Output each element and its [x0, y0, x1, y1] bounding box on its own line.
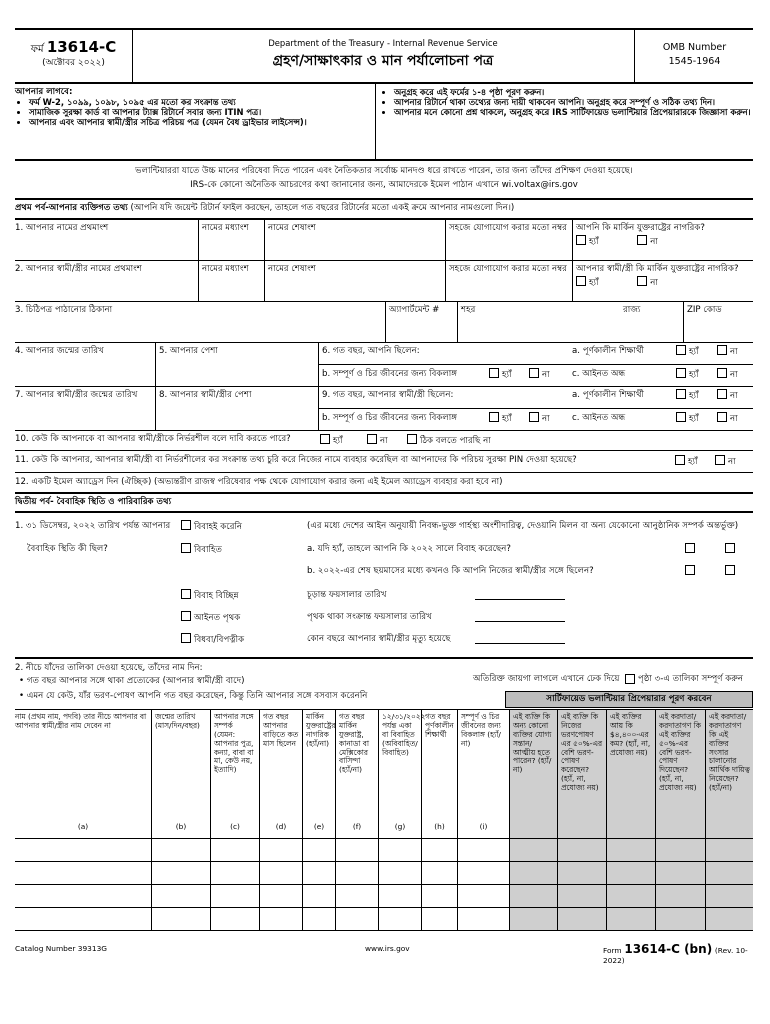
column-header — [457, 710, 509, 838]
column-header-text: গত বছর মার্কিন যুক্তরাষ্ট্র, কানাডা বা মেক্সিকোর বাসিন্দা (হ্যাঁ/না) — [339, 712, 370, 775]
last-year-status-label: 6. গত বছর, আপনি ছিলেন: — [322, 346, 420, 356]
phone-label: সহজে যোগাযোগ করার মতো নম্বর — [449, 264, 567, 274]
table-cell[interactable] — [421, 885, 457, 907]
table-cell[interactable] — [509, 908, 557, 930]
table-cell[interactable] — [655, 885, 705, 907]
table-cell[interactable] — [15, 862, 151, 884]
spouse-disabled-no-checkbox[interactable] — [529, 412, 539, 422]
column-letter: (a) — [77, 822, 89, 832]
dependent-claim-unsure-checkbox[interactable] — [407, 434, 417, 444]
spouse-citizen-no-checkbox[interactable] — [637, 276, 647, 286]
disabled-no-checkbox[interactable] — [529, 368, 539, 378]
spouse-occupation-label: 8. আপনার স্বামী/স্ত্রীর পেশা — [159, 390, 252, 400]
state-field[interactable] — [620, 302, 683, 342]
irs-website: www.irs.gov — [365, 944, 410, 953]
table-cell[interactable] — [655, 839, 705, 861]
table-row — [15, 908, 753, 931]
spouse-name-row — [15, 261, 753, 302]
no-label: না — [542, 370, 550, 380]
dependent-claim-no-checkbox[interactable] — [367, 434, 377, 444]
table-cell[interactable] — [210, 862, 259, 884]
city-field[interactable] — [457, 302, 620, 342]
marital-question-cont: বৈবাহিক স্থিতি কী ছিল? — [27, 544, 108, 554]
column-letter: (e) — [313, 822, 325, 832]
table-cell[interactable] — [606, 839, 655, 861]
column-header — [378, 710, 426, 838]
birth-date-label: 4. আপনার জন্মের তারিখ — [15, 346, 104, 356]
form-date: (অক্টোবর ২০২২) — [42, 58, 105, 68]
no-label: না — [728, 457, 736, 467]
instruction-item: • অনুগ্রহ করে এই ফর্মের ১-৪ পৃষ্ঠা পূরণ করুন। — [394, 87, 754, 97]
spouse-blind-no-checkbox[interactable] — [717, 412, 727, 422]
married-checkbox[interactable] — [181, 543, 191, 553]
no-label: না — [650, 278, 658, 289]
column-header — [210, 710, 259, 838]
column-letter: (b) — [175, 822, 187, 832]
spouse-middle-name-field[interactable] — [198, 261, 264, 301]
part1-header — [15, 200, 753, 220]
column-header-text: জন্মের তারিখ (মাস/দিন/বছর) — [155, 712, 200, 730]
column-header — [606, 710, 655, 838]
dependents-table — [15, 709, 753, 931]
column-header — [509, 710, 557, 838]
last-name-field[interactable] — [264, 220, 445, 260]
column-header-text: নাম (প্রথম নাম, পদবি) তার নীচে আপনার বা আপনার স্বামী/স্ত্রীর নাম দেবেন না — [15, 712, 147, 730]
spouse-blind-yes-checkbox[interactable] — [676, 412, 686, 422]
table-cell[interactable] — [421, 862, 457, 884]
extra-space-label-cont: পৃষ্ঠা ৩-এ তালিকা সম্পূর্ণ করুন — [638, 674, 743, 684]
household-bullet: এমন যে কেউ, যাঁর ভরণ-পোষণ আপনি গত বছর করেছেন, কিন্তু তিনি আপনার সঙ্গে বসবাস করেননি — [26, 691, 368, 701]
table-cell[interactable] — [151, 862, 210, 884]
married-this-year-question: a. যদি হ্যাঁ, তাহলে আপনি কি ২০২২ সালে বিবাহ করেছেন? — [307, 544, 511, 554]
no-label: না — [650, 237, 658, 248]
no-label: না — [730, 347, 738, 357]
table-cell[interactable] — [705, 862, 753, 884]
table-cell[interactable] — [421, 839, 457, 861]
no-label: না — [380, 436, 388, 446]
taxpayer-name-row — [15, 220, 753, 261]
blind-yes-checkbox[interactable] — [676, 368, 686, 378]
column-header-text: এই করদাতা/করদাতাগণ কি এই ব্যক্তির ৫০%-এর বেশি ভরণ-পোষণ দিয়েছেন? (হ্যাঁ, না, প্রযোজ্য নয়) — [659, 712, 701, 792]
marital-question: 1. ৩১ ডিসেম্বর, ২০২২ তারিখ পর্যন্ত আপনার — [15, 521, 171, 531]
column-header — [557, 710, 606, 838]
notice-line: ভলান্টিয়াররা যাতে উচ্চ মানের পরিষেবা দিতে পারেন এবং নৈতিকতার সর্বোচ্চ মানদণ্ড ধরে রাখতে পারেন, তার জন্য তাঁদের প্রশিক্ষণ দেওয়া হয়েছে। — [135, 166, 633, 176]
state-label: রাজ্য — [623, 305, 641, 315]
lived-with-spouse-no-checkbox[interactable] — [725, 565, 735, 575]
spouse-birth-date-label: 7. আপনার স্বামী/স্ত্রীর জন্মের তারিখ — [15, 390, 138, 400]
student-yes-checkbox[interactable] — [676, 345, 686, 355]
table-cell[interactable] — [557, 839, 606, 861]
table-cell[interactable] — [302, 885, 335, 907]
spouse-disabled-yes-checkbox[interactable] — [489, 412, 499, 422]
table-cell[interactable] — [259, 885, 302, 907]
form-label: ফর্ম — [30, 44, 44, 55]
dependent-claim-question: 10. কেউ কি আপনাকে বা আপনার স্বামী/স্ত্রীকে নির্ভরশীল বলে দাবি করতে পারে? — [15, 434, 291, 444]
phone-label: সহজে যোগাযোগ করার মতো নম্বর — [449, 223, 567, 233]
married-this-year-no-checkbox[interactable] — [725, 543, 735, 553]
table-cell[interactable] — [302, 908, 335, 930]
column-header-text: সম্পূর্ণ ও চির জীবনের জন্য বিকলাঙ্গ (হ্যাঁ/না) — [461, 712, 501, 748]
address-row — [15, 302, 753, 343]
omb-number: 1545-1964 — [668, 56, 721, 68]
never-married-note: (এর মধ্যে দেশের আইন অনুযায়ী নিবন্ধ-ভুক্ত গার্হস্থ্য অংশীদারিত্ব, দেওয়ানি মিলন বা অন্য যেকোনো আনুষ্ঠানিক সম্পর্ক অন্তর্ভুক্ত) — [307, 521, 739, 531]
table-cell[interactable] — [15, 839, 151, 861]
column-letter: (i) — [479, 822, 488, 832]
needs-item: • সামাজিক সুরক্ষা কার্ড বা আপনার ট্যাক্স রিটার্নে সবার জন্য ITIN পত্র। — [29, 107, 373, 117]
student-label: a. পূর্ণকালীন শিক্ষার্থী — [572, 390, 645, 400]
lived-with-spouse-yes-checkbox[interactable] — [685, 565, 695, 575]
dependent-claim-yes-checkbox[interactable] — [320, 434, 330, 444]
yes-label: হ্যাঁ — [689, 391, 699, 401]
table-cell[interactable] — [378, 839, 421, 861]
identity-theft-row — [15, 451, 753, 473]
disabled-yes-checkbox[interactable] — [489, 368, 499, 378]
table-cell[interactable] — [302, 862, 335, 884]
column-header-text: এই ব্যক্তি কি নিজের ভরণপোষণ এর ৫০%-এর বেশি ভরণ-পোষণ করেছেন? (হ্যাঁ, না, প্রযোজ্য নয়) — [561, 712, 603, 792]
zip-field[interactable] — [683, 302, 753, 342]
table-cell[interactable] — [335, 908, 378, 930]
table-cell[interactable] — [335, 839, 378, 861]
table-cell[interactable] — [210, 839, 259, 861]
certified-volunteer-header: সার্টিফায়েড ভলান্টিয়ার প্রিপেয়ারার পূরণ করবেন — [505, 691, 753, 708]
table-cell[interactable] — [302, 839, 335, 861]
table-cell[interactable] — [557, 885, 606, 907]
no-label: না — [730, 391, 738, 401]
dependent-claim-row — [15, 431, 753, 451]
widowed-checkbox[interactable] — [181, 633, 191, 643]
column-header — [302, 710, 335, 838]
married-this-year-yes-checkbox[interactable] — [685, 543, 695, 553]
never-married-checkbox[interactable] — [181, 520, 191, 530]
spouse-occupation-field[interactable] — [155, 387, 318, 430]
column-letter: (h) — [434, 822, 445, 832]
middle-name-label: নামের মধ্যাংশ — [202, 264, 249, 274]
yes-label: হ্যাঁ — [688, 457, 698, 467]
yes-label: হ্যাঁ — [502, 370, 512, 380]
table-cell[interactable] — [457, 862, 509, 884]
ethics-notice — [15, 161, 753, 200]
last-name-label: নামের শেষাংশ — [268, 223, 316, 233]
blind-label: c. আইনত অন্ধ — [572, 369, 626, 379]
column-header — [259, 710, 302, 838]
table-cell[interactable] — [210, 885, 259, 907]
notice-line: IRS-কে কোনো অনৈতিক আচরণের কথা জানানোর জন্য, আমাদেরকে ইমেল পাঠান এখানে wi.voltax@irs.gov — [190, 180, 578, 191]
first-name-field[interactable] — [15, 220, 198, 260]
table-cell[interactable] — [151, 839, 210, 861]
form-header — [15, 28, 753, 84]
zip-label: ZIP কোড — [687, 305, 722, 315]
identity-theft-no-checkbox[interactable] — [715, 455, 725, 465]
spouse-death-year-input[interactable] — [475, 643, 565, 644]
yes-label: হ্যাঁ — [502, 414, 512, 424]
divorce-date-input[interactable] — [475, 599, 565, 600]
spouse-student-yes-checkbox[interactable] — [676, 389, 686, 399]
no-label: না — [730, 414, 738, 424]
table-cell[interactable] — [210, 908, 259, 930]
table-cell[interactable] — [655, 862, 705, 884]
table-cell[interactable] — [557, 908, 606, 930]
column-letter: (c) — [230, 822, 240, 832]
table-cell[interactable] — [151, 908, 210, 930]
table-cell[interactable] — [509, 862, 557, 884]
column-header-text: মার্কিন যুক্তরাষ্ট্রের নাগরিক (হ্যাঁ/না) — [306, 712, 336, 748]
column-header — [655, 710, 705, 838]
household-question: 2. নীচে যাঁদের তালিকা দেওয়া হয়েছে, তাঁদের নাম দিন: — [15, 663, 203, 673]
table-cell[interactable] — [378, 885, 421, 907]
table-cell[interactable] — [705, 908, 753, 930]
divorced-label: বিবাহ বিচ্ছিন্ন — [194, 591, 239, 601]
never-married-label: বিবাহই করেনি — [194, 522, 243, 532]
column-header — [151, 710, 210, 838]
email-label: 12. একটি ইমেল অ্যাড্রেস দিন (ঐচ্ছিক) (অভ্যন্তরীণ রাজস্ব পরিষেবার পক্ষ থেকে যোগাযোগ করার জন্য এই ইমেল অ্যাড্রেস ব্যবহার করা হবে না) — [15, 477, 503, 487]
spouse-last-name-field[interactable] — [264, 261, 445, 301]
spouse-citizen-yes-checkbox[interactable] — [576, 276, 586, 286]
middle-name-field[interactable] — [198, 220, 264, 260]
extra-space-label: অতিরিক্ত জায়গা লাগলে এখানে ঢেক দিয়ে — [473, 674, 620, 684]
page-title: গ্রহণ/সাক্ষাৎকার ও মান পর্যালোচনা পত্র — [272, 53, 494, 70]
table-cell[interactable] — [421, 908, 457, 930]
spouse-phone-field[interactable] — [445, 261, 572, 301]
apartment-field[interactable] — [385, 302, 457, 342]
citizen-question: আপনি কি মার্কিন যুক্তরাষ্ট্রের নাগরিক? — [576, 223, 705, 233]
table-cell[interactable] — [259, 908, 302, 930]
table-cell[interactable] — [457, 885, 509, 907]
column-header-text: এই করদাতা/করদাতাগণ কি এই ব্যক্তির সংসার চালানোর আর্থিক দায়িত্ব নিয়েছেন? (হ্যাঁ/না) — [709, 712, 750, 792]
column-header — [705, 710, 753, 838]
city-label: শহর — [461, 305, 476, 315]
yes-label: হ্যাঁ — [333, 436, 343, 446]
table-cell[interactable] — [335, 885, 378, 907]
department-name: Department of the Treasury - Internal Revenue Service — [268, 38, 498, 48]
household-instructions: 2. নীচে যাঁদের তালিকা দেওয়া হয়েছে, তাঁদের নাম দিন: • গত বছর আপনার সঙ্গে থাকা প্রত্যেকের (আপনার স্বামী/স্ত্রী বাদে) • এমন যে কেউ, যাঁর ভরণ-পোষণ আপনি গত বছর করেছেন, কিন্তু তিনি আপনার সঙ্গে বসবাস করেননি অতিরিক্ত জায়গা লাগলে এখানে ঢেক দিয়ে পৃষ্ঠা ৩-এ তালিকা সম্পূর্ণ করুন সার্টিফায়েড ভলান্টিয়ার প্রিপেয়ারার পূরণ করবেন — [15, 659, 753, 709]
separation-date-label: পৃথক থাকা সংক্রান্ত ফয়সালার তারিখ — [307, 612, 432, 622]
yes-label: হ্যাঁ — [589, 278, 599, 289]
form-page — [15, 28, 753, 966]
address-label: 3. চিঠিপত্র পাঠানোর ঠিকানা — [15, 305, 113, 315]
spouse-birth-occupation-row — [15, 387, 753, 431]
extra-space-checkbox[interactable] — [625, 674, 635, 684]
lived-with-spouse-question: b. ২০২২-এর শেষ ছয়মাসের মধ্যে কখনও কি আপনি নিজের স্বামী/স্ত্রীর সঙ্গে ছিলেন? — [307, 566, 594, 576]
widowed-label: বিধবা/বিপত্নীক — [194, 635, 245, 645]
separated-checkbox[interactable] — [181, 611, 191, 621]
spouse-death-year-label: কোন বছরে আপনার স্বামী/স্ত্রীর মৃত্যু হয়েছে — [307, 634, 451, 644]
separation-date-input[interactable] — [475, 621, 565, 622]
identity-theft-yes-checkbox[interactable] — [675, 455, 685, 465]
part2-title: দ্বিতীয় পর্ব- বৈবাহিক স্থিতি ও পারিবারিক তথ্য — [15, 497, 172, 507]
table-cell[interactable] — [655, 908, 705, 930]
catalog-number: Catalog Number 39313G — [15, 944, 108, 953]
table-row — [15, 839, 753, 862]
table-cell[interactable] — [705, 885, 753, 907]
phone-field[interactable] — [445, 220, 572, 260]
spouse-first-name-field[interactable] — [15, 261, 198, 301]
blind-label: c. আইনত অন্ধ — [572, 413, 626, 423]
table-cell[interactable] — [557, 862, 606, 884]
table-cell[interactable] — [335, 862, 378, 884]
student-no-checkbox[interactable] — [717, 345, 727, 355]
column-header — [15, 710, 151, 838]
needs-item: • আপনার এবং আপনার স্বামী/স্ত্রীর সচিত্র পরিচয় পত্র (যেমন বৈধ ড্রাইভার লাইসেন্স)। — [29, 117, 373, 127]
column-header-text: এই ব্যক্তি কি অন্য কোনো ব্যক্তির যোগ্য সন্তান/আত্মীয় হতে পারেন? (হ্যাঁ/না) — [513, 712, 552, 775]
omb-label: OMB Number — [662, 42, 727, 53]
column-header — [335, 710, 378, 838]
table-cell[interactable] — [606, 885, 655, 907]
separated-label: আইনত পৃথক — [194, 613, 241, 623]
student-label: a. পূর্ণকালীন শিক্ষার্থী — [572, 346, 645, 356]
table-cell[interactable] — [509, 839, 557, 861]
needs-heading: আপনার লাগবে: — [15, 87, 73, 97]
table-cell[interactable] — [378, 862, 421, 884]
revision-date: (Rev. 10-2022) — [603, 946, 748, 966]
table-header-row — [15, 710, 753, 839]
table-cell[interactable] — [151, 885, 210, 907]
spouse-first-name-label: 2. আপনার স্বামী/স্ত্রীর নামের প্রথমাংশ — [15, 264, 142, 274]
blind-no-checkbox[interactable] — [717, 368, 727, 378]
requirements-section — [15, 84, 753, 161]
table-cell[interactable] — [509, 885, 557, 907]
table-cell[interactable] — [606, 908, 655, 930]
spouse-student-no-checkbox[interactable] — [717, 389, 727, 399]
occupation-field[interactable] — [155, 343, 318, 386]
table-cell[interactable] — [705, 839, 753, 861]
identity-theft-question: 11. কেউ কি আপনার, আপনার স্বামী/স্ত্রী বা নির্ভরশীলের কর সংক্রান্ত তথ্য চুরি করে নিজের নামে ব্যবহার করেছিল বা আপনাদের কি পরিচয় সুরক্ষা PIN দেওয়া হয়েছে? — [15, 455, 577, 465]
column-header-text: আপনার সঙ্গে সম্পর্ক (যেমন: আপনার পুত্র, কন্যা, বাবা বা মা, কেউ নয়, ইত্যাদি) — [214, 712, 254, 775]
part1-subtitle: (আপনি যদি জয়েন্ট রিটার্ন ফাইল করছেন, তাহলে গত বছরের রিটার্নের মতো একই ক্রমে আপনার নামগুলো দিন।) — [130, 203, 515, 213]
unsure-label: ঠিক বলতে পারছি না — [420, 436, 491, 446]
column-letter: (d) — [275, 822, 287, 832]
part2-header — [15, 494, 753, 513]
divorce-date-label: চূড়ান্ত ফয়সালার তারিখ — [307, 590, 387, 600]
spouse-citizen-question: আপনার স্বামী/স্ত্রী কি মার্কিন যুক্তরাষ্ট্রের নাগরিক? — [576, 264, 739, 274]
table-cell[interactable] — [15, 908, 151, 930]
column-header — [421, 710, 457, 838]
household-bullet: গত বছর আপনার সঙ্গে থাকা প্রত্যেকের (আপনার স্বামী/স্ত্রী বাদে) — [26, 676, 245, 686]
middle-name-label: নামের মধ্যাংশ — [202, 223, 249, 233]
yes-label: হ্যাঁ — [689, 347, 699, 357]
table-cell[interactable] — [259, 862, 302, 884]
first-name-label: 1. আপনার নামের প্রথমাংশ — [15, 223, 109, 233]
column-header-text: ১২/৩১/২০২২ পর্যন্ত একা বা বিবাহিত (অবিবাহিত/বিবাহিত) — [382, 712, 426, 757]
no-label: না — [730, 370, 738, 380]
no-label: না — [542, 414, 550, 424]
spouse-birth-date-field[interactable] — [15, 387, 155, 430]
table-cell[interactable] — [259, 839, 302, 861]
married-label: বিবাহিত — [194, 545, 222, 555]
table-cell[interactable] — [15, 885, 151, 907]
needs-item: • ফর্ম W-2, ১০৯৯, ১০৯৮, ১০৯৫ এর মতো কর সংক্রান্ত তথ্য — [29, 97, 373, 107]
occupation-label: 5. আপনার পেশা — [159, 346, 218, 356]
disabled-label: b. সম্পূর্ণ ও চির জীবনের জন্য বিকলাঙ্গ — [322, 369, 457, 379]
yes-label: হ্যাঁ — [589, 237, 599, 248]
table-cell[interactable] — [457, 908, 509, 930]
page-footer — [15, 941, 753, 966]
citizen-no-checkbox[interactable] — [637, 235, 647, 245]
yes-label: হ্যাঁ — [689, 370, 699, 380]
disabled-label: b. সম্পূর্ণ ও চির জীবনের জন্য বিকলাঙ্গ — [322, 413, 457, 423]
column-header-text: গত বছর আপনার বাড়িতে কত মাস ছিলেন — [263, 712, 299, 748]
last-name-label: নামের শেষাংশ — [268, 264, 316, 274]
form-prefix: Form — [603, 946, 622, 955]
footer-form-id: 13614-C (bn) — [624, 942, 713, 956]
birth-date-field[interactable] — [15, 343, 155, 386]
marital-status-section — [15, 513, 753, 659]
column-header-text: গত বছর পূর্ণকালীন শিক্ষার্থী — [425, 712, 454, 739]
table-row — [15, 862, 753, 885]
email-row[interactable] — [15, 473, 753, 494]
table-row — [15, 885, 753, 908]
instruction-item: • আপনার মনে কোনো প্রশ্ন থাকলে, অনুগ্রহ করে IRS সার্টিফায়েড ভলান্টিয়ার প্রিপেয়ারারকে জিজ্ঞাসা করুন। — [394, 107, 754, 117]
column-letter: (f) — [352, 822, 362, 832]
part1-title: প্রথম পর্ব-আপনার ব্যক্তিগত তথ্য — [15, 203, 128, 213]
birth-occupation-row — [15, 343, 753, 387]
divorced-checkbox[interactable] — [181, 589, 191, 599]
form-number: 13614-C — [46, 38, 117, 56]
table-cell[interactable] — [378, 908, 421, 930]
spouse-last-year-status-label: 9. গত বছর, আপনার স্বামী/স্ত্রী ছিলেন: — [322, 390, 454, 400]
table-cell[interactable] — [606, 862, 655, 884]
address-field[interactable] — [15, 302, 385, 342]
citizen-yes-checkbox[interactable] — [576, 235, 586, 245]
table-cell[interactable] — [457, 839, 509, 861]
column-header-text: এই ব্যক্তির আয় কি $৪,৪০০-এর কম? (হ্যাঁ, না, প্রযোজ্য নয়) — [610, 712, 651, 757]
column-letter: (g) — [394, 822, 406, 832]
yes-label: হ্যাঁ — [689, 414, 699, 424]
instruction-item: • আপনার রিটার্নে থাকা তথ্যের জন্য দায়ী থাকবেন আপনি। অনুগ্রহ করে সম্পূর্ণ ও সঠিক তথ্য দিন। — [394, 97, 754, 107]
apartment-label: অ্যাপার্টমেন্ট # — [389, 305, 440, 315]
